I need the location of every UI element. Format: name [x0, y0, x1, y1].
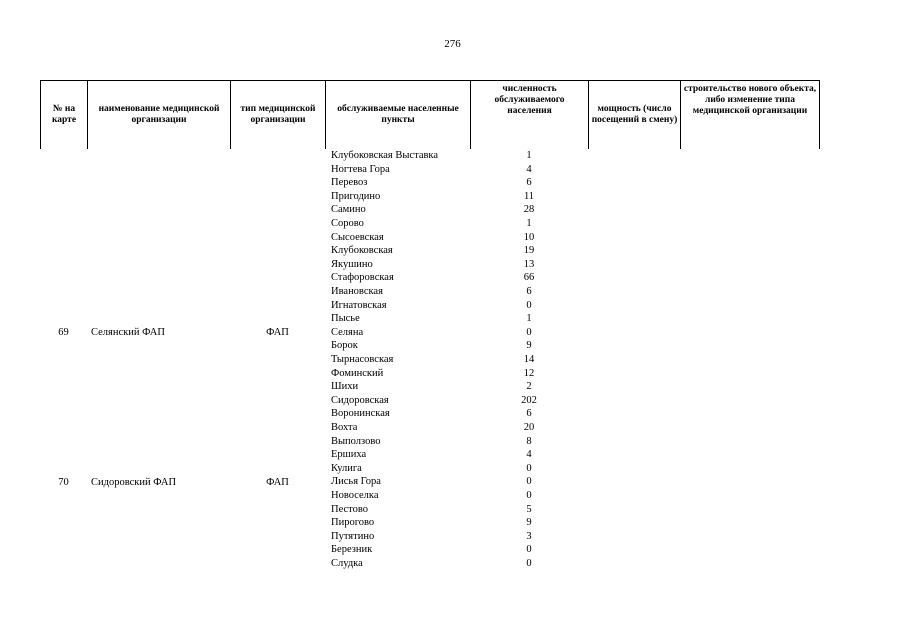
table-row [0, 353, 905, 367]
table-row [0, 448, 905, 462]
settlement-name: Селяна [331, 326, 364, 338]
population-value: 6 [526, 286, 532, 297]
population-value: 9 [526, 340, 532, 352]
table-row [0, 312, 905, 326]
population-value: 14 [523, 354, 535, 365]
table-row [0, 258, 905, 272]
settlement-name: Воронинская [331, 408, 390, 420]
population-value: 12 [523, 367, 535, 379]
table-row [0, 176, 905, 190]
settlement-name: Игнатовская [331, 299, 387, 311]
table-row [0, 435, 905, 449]
settlement-name: Самино [331, 204, 366, 216]
population-value: 8 [526, 435, 532, 447]
population-value: 13 [523, 258, 535, 270]
settlement-name: Пригодино [331, 190, 381, 202]
settlement-name: Тырнасовская [331, 354, 394, 365]
table-row [0, 380, 905, 394]
organization-row [0, 326, 905, 340]
population-value: 1 [526, 218, 532, 229]
organization-row [0, 476, 905, 490]
header-settlements [325, 80, 470, 149]
settlement-name: Слудка [331, 558, 363, 569]
organization-type: ФАП [266, 327, 289, 338]
settlement-name: Пестово [331, 503, 369, 515]
header-org-type [230, 80, 325, 149]
settlement-name: Клубоковская [331, 245, 393, 257]
settlement-name: Шихи [331, 381, 359, 393]
header-construction-label: строительство нового объекта, либо изменение типа медицинской организации [683, 84, 817, 116]
table-row [0, 407, 905, 421]
table-row [0, 516, 905, 530]
settlement-name: Якушино [331, 258, 373, 270]
table-row [0, 530, 905, 544]
table-row [0, 339, 905, 353]
table-row [0, 203, 905, 217]
population-value: 6 [526, 408, 532, 420]
header-org-name [87, 80, 230, 149]
header-construction [680, 80, 820, 149]
population-value: 9 [526, 517, 532, 529]
population-value: 28 [523, 204, 535, 216]
population-value: 11 [523, 190, 535, 202]
settlement-name: Выползово [331, 435, 381, 447]
table-row [0, 543, 905, 557]
table-row [0, 421, 905, 435]
population-value: 0 [526, 326, 532, 338]
population-value: 5 [526, 503, 532, 515]
table-row [0, 394, 905, 408]
table-row [0, 244, 905, 258]
table-row [0, 503, 905, 517]
settlement-name: Фоминский [331, 367, 384, 379]
population-value: 66 [523, 272, 535, 284]
organization-name: Селянский ФАП [91, 327, 165, 338]
population-value: 0 [526, 490, 532, 501]
settlement-name: Путятино [331, 530, 375, 542]
header-capacity-label: мощность (число посещений в смену) [591, 104, 678, 125]
population-value: 0 [526, 558, 532, 569]
table-row [0, 231, 905, 245]
settlement-name: Ивановская [331, 286, 383, 297]
map-number: 70 [58, 477, 69, 488]
settlement-name: Перевоз [331, 177, 368, 189]
table-row [0, 557, 905, 571]
population-value: 6 [526, 177, 532, 189]
settlement-name: Клубоковская Выставка [331, 150, 439, 161]
table-row [0, 217, 905, 231]
header-settlements-label: обслуживаемые населенные пункты [337, 104, 459, 125]
table-row [0, 163, 905, 177]
population-value: 2 [526, 381, 532, 393]
header-org-type-label: тип медицинской организации [240, 104, 316, 125]
population-value: 4 [526, 163, 532, 175]
population-value: 0 [526, 462, 532, 474]
settlement-name: Сорово [331, 218, 364, 229]
settlement-name: Сысоевская [331, 231, 384, 243]
header-org-name-label: наименование медицинской организации [98, 104, 220, 125]
settlement-name: Сидоровская [331, 394, 389, 406]
header-population [470, 80, 588, 149]
settlement-name: Ногтева Гора [331, 163, 390, 175]
settlement-name: Стафоровская [331, 272, 394, 284]
table-row [0, 190, 905, 204]
table-row [0, 462, 905, 476]
population-value: 0 [526, 299, 532, 311]
population-value: 0 [526, 544, 532, 556]
settlement-name: Ершиха [331, 449, 367, 461]
table-row [0, 285, 905, 299]
table-row [0, 149, 905, 163]
settlement-name: Вохта [331, 422, 358, 433]
table-row [0, 489, 905, 503]
settlement-name: Борок [331, 340, 358, 352]
organization-name: Сидоровский ФАП [91, 477, 177, 488]
settlement-name: Лисья Гора [331, 476, 381, 488]
header-population-label: численность обслуживаемого населения [494, 84, 565, 116]
page-number: 276 [444, 38, 461, 50]
population-value: 1 [526, 313, 532, 325]
settlement-name: Новоселка [331, 490, 379, 501]
settlement-name: Пысье [331, 313, 360, 325]
population-value: 202 [521, 394, 537, 406]
header-map-number [40, 80, 87, 149]
settlement-name: Кулига [331, 462, 362, 474]
population-value: 3 [526, 530, 532, 542]
population-value: 10 [523, 231, 535, 243]
settlement-name: Березник [331, 544, 373, 556]
table-row [0, 271, 905, 285]
population-value: 19 [523, 245, 535, 257]
table-row [0, 299, 905, 313]
settlement-name: Пирогово [331, 517, 375, 529]
organization-type: ФАП [266, 477, 289, 488]
table-row [0, 367, 905, 381]
header-map-number-label: № на карте [51, 104, 77, 125]
map-number: 69 [58, 327, 69, 338]
population-value: 1 [526, 150, 532, 161]
population-value: 4 [526, 449, 532, 461]
population-value: 0 [526, 476, 532, 488]
population-value: 20 [523, 422, 535, 433]
header-capacity [588, 80, 680, 149]
